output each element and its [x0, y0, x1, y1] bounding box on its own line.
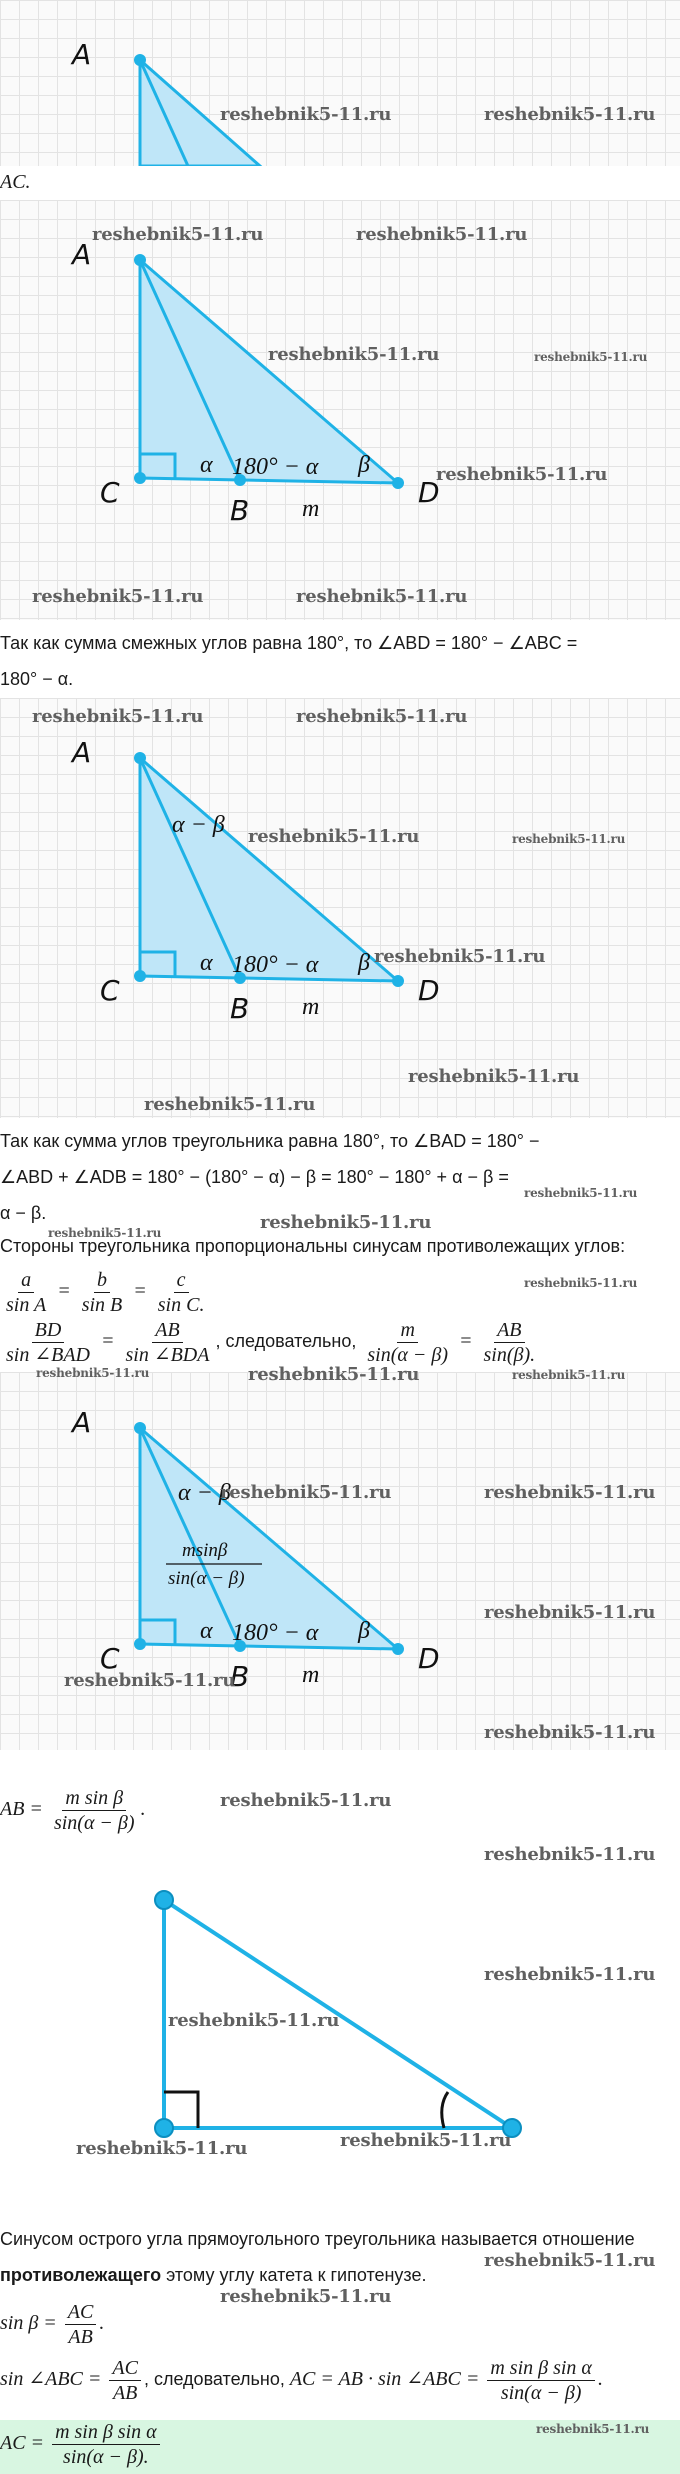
- watermark: reshebnik5-11.ru: [484, 1964, 656, 1985]
- formula-answer: AC = $\frac{\text{m sin β sin α}}{\sin(\alpha - \beta).}$: [0, 2420, 676, 2469]
- figure-3-point-a: [134, 752, 146, 764]
- text-line: ∠ABD + ∠ADB = 180° − (180° − α) − β = 180° − 180° + α − β =: [0, 1167, 509, 1187]
- watermark: reshebnik5-11.ru: [484, 1602, 656, 1623]
- text-line: Стороны треугольника пропорциональны синусам противолежащих углов:: [0, 1236, 626, 1256]
- figure-4-shape: [140, 1428, 398, 1649]
- figure-2-label-b: B: [230, 494, 250, 527]
- figure-3-label-d: D: [418, 974, 440, 1007]
- formula-sine-law: $\frac{a}{\text{sin A}}$ = $\frac{b}{\text{sin B}}$ = $\frac{c}{\text{sin C.}}$: [0, 1268, 676, 1317]
- fraction: $\frac{c}{\text{sin C.}}$: [157, 1269, 205, 1316]
- figure-3-shape: [140, 758, 398, 981]
- figure-3-triangle: [0, 698, 680, 1118]
- formula-ab: AB = $\frac{\text{m sin β}}{\sin(\alpha - \beta)}$ .: [0, 1787, 146, 1834]
- figure-4-label-c: C: [100, 1642, 120, 1675]
- watermark: reshebnik5-11.ru: [168, 2010, 340, 2031]
- watermark: reshebnik5-11.ru: [92, 224, 264, 245]
- figure-4-ab-numerator: msinβ: [182, 1540, 228, 1561]
- figure-4-angle-bad: α − β: [178, 1480, 231, 1506]
- fraction: $\frac{\text{m sin β sin α}}{\sin(\alpha - \beta).}$: [52, 2420, 160, 2469]
- formula-sin-beta: sin β = $\frac{AC}{AB}$ .: [0, 2301, 105, 2348]
- watermark: reshebnik5-11.ru: [32, 586, 204, 607]
- figure-3-label-m: m: [302, 994, 320, 1020]
- figure-3-label-b: B: [230, 992, 250, 1025]
- figure-4-ab-denominator: sin(α − β): [168, 1568, 245, 1589]
- watermark: reshebnik5-11.ru: [248, 826, 420, 847]
- watermark: reshebnik5-11.ru: [76, 2138, 248, 2159]
- figure-4-label-a: A: [72, 1406, 92, 1439]
- figure-1-label-a: A: [72, 38, 92, 71]
- watermark: reshebnik5-11.ru: [220, 1482, 392, 1503]
- figure-4-triangle: [0, 1372, 680, 1750]
- figure-5-point-top: [155, 1891, 173, 1909]
- fraction: $\frac{AB}{\text{sin ∠BDA}}$: [125, 1319, 210, 1366]
- fraction: $\frac{BD}{\text{sin ∠BAD}}$: [6, 1319, 90, 1366]
- fraction: $\frac{AC}{AB}$: [109, 2356, 141, 2405]
- watermark: reshebnik5-11.ru: [356, 224, 528, 245]
- watermark: reshebnik5-11.ru: [220, 104, 392, 125]
- watermark: reshebnik5-11.ru: [268, 344, 440, 365]
- fraction: $\frac{b}{\text{sin B}}$: [81, 1269, 123, 1316]
- figure-2-triangle: [0, 200, 680, 620]
- fraction: $\frac{AC}{AB}$: [65, 2300, 97, 2349]
- watermark: reshebnik5-11.ru: [484, 1722, 656, 1743]
- figure-3-angle-beta: β: [358, 950, 370, 976]
- fraction: $\frac{AB}{\sin(\beta).}$: [483, 1319, 536, 1366]
- figure-3-angle-bad: α − β: [172, 812, 225, 838]
- figure-3-angle-abd: 180° − α: [232, 952, 319, 978]
- figure-1-point-a: [134, 54, 146, 66]
- watermark: reshebnik5-11.ru: [340, 2130, 512, 2151]
- figure-2-label-c: C: [100, 476, 120, 509]
- watermark: reshebnik5-11.ru: [64, 1670, 236, 1691]
- figure-5-point-corner: [155, 2119, 173, 2137]
- watermark: reshebnik5-11.ru: [484, 1482, 656, 1503]
- figure-4-label-m: m: [302, 1662, 320, 1688]
- figure-2-shape: [140, 260, 398, 483]
- figure-2-angle-alpha: α: [200, 452, 213, 478]
- figure-3-label-c: C: [100, 974, 120, 1007]
- fraction: $\frac{m}{\sin(\alpha - \beta)}$: [367, 1319, 448, 1366]
- watermark: reshebnik5-11.ru: [408, 1066, 580, 1087]
- watermark: reshebnik5-11.ru: [484, 1844, 656, 1865]
- fraction: $\frac{\text{m sin β}}{\sin(\alpha - \beta)}$: [53, 1787, 135, 1834]
- watermark: reshebnik5-11.ru: [524, 1186, 638, 1200]
- fraction: $\frac{a}{\text{sin A}}$: [6, 1269, 47, 1316]
- watermark: reshebnik5-11.ru: [374, 946, 546, 967]
- figure-2-label-m: m: [302, 496, 320, 522]
- figure-3-point-c: [134, 970, 146, 982]
- figure-4-label-b: B: [230, 1660, 250, 1693]
- figure-2-point-c: [134, 472, 146, 484]
- watermark: reshebnik5-11.ru: [512, 1368, 626, 1382]
- formula-bd-ab: $\frac{BD}{\text{sin ∠BAD}}$ = $\frac{AB}{\text{sin ∠BDA}}$ , следовательно, $\frac{m}{\sin(\alpha - \beta)}$ = $\frac{AB}{\sin(\beta).}$: [0, 1318, 676, 1367]
- bold-term: противолежащего: [0, 2265, 162, 2285]
- formula-ac: sin ∠ABC = $\frac{AC}{AB}$ , следовательно, AC = AB · sin ∠ABC = $\frac{\text{m sin β sin α}}{\sin(\alpha - \beta)}$ .: [0, 2357, 603, 2404]
- watermark: reshebnik5-11.ru: [484, 2250, 656, 2271]
- watermark: reshebnik5-11.ru: [144, 1094, 316, 1115]
- watermark: reshebnik5-11.ru: [536, 2422, 650, 2436]
- figure-2-angle-beta: β: [358, 452, 370, 478]
- figure-3-point-d: [392, 975, 404, 987]
- figure-4-point-d: [392, 1643, 404, 1655]
- watermark: reshebnik5-11.ru: [436, 464, 608, 485]
- figure-1-triangle: [0, 0, 680, 166]
- text-line: Синусом острого угла прямоугольного треугольника называется отношение: [0, 2229, 635, 2249]
- watermark: reshebnik5-11.ru: [36, 1366, 150, 1380]
- watermark: reshebnik5-11.ru: [248, 1364, 420, 1385]
- figure-2-point-a: [134, 254, 146, 266]
- watermark: reshebnik5-11.ru: [48, 1226, 162, 1240]
- figure-4-label-d: D: [418, 1642, 440, 1675]
- watermark: reshebnik5-11.ru: [220, 2286, 392, 2307]
- watermark: reshebnik5-11.ru: [260, 1212, 432, 1233]
- figure-5-triangle: [0, 1870, 680, 2170]
- figure-2-label-d: D: [418, 476, 440, 509]
- text-line: Так как сумма углов треугольника равна 180°, то ∠BAD = 180° −: [0, 1131, 540, 1151]
- figure-3-angle-alpha: α: [200, 950, 213, 976]
- figure-4-angle-alpha: α: [200, 1618, 213, 1644]
- watermark: reshebnik5-11.ru: [512, 832, 626, 846]
- watermark: reshebnik5-11.ru: [220, 1790, 392, 1811]
- figure-3-label-a: A: [72, 736, 92, 769]
- figure-4-point-a: [134, 1422, 146, 1434]
- figure-2-label-a: A: [72, 238, 92, 271]
- figure-5-angle-arc: [442, 2092, 448, 2128]
- text-line: 180° − α.: [0, 669, 74, 689]
- watermark: reshebnik5-11.ru: [32, 706, 204, 727]
- text-line: AC.: [0, 171, 31, 193]
- figure-4-point-c: [134, 1638, 146, 1650]
- watermark: reshebnik5-11.ru: [296, 706, 468, 727]
- fraction: $\frac{\text{m sin β sin α}}{\sin(\alpha - \beta)}$: [487, 2356, 595, 2405]
- text-line: α − β.: [0, 1203, 47, 1223]
- text-line: Так как сумма смежных углов равна 180°, то ∠ABD = 180° − ∠ABC =: [0, 633, 578, 653]
- text-line: противолежащего этому углу катета к гипотенузе.: [0, 2265, 427, 2285]
- figure-4-angle-abd: 180° − α: [232, 1620, 319, 1646]
- figure-2-point-d: [392, 477, 404, 489]
- watermark: reshebnik5-11.ru: [534, 350, 648, 364]
- figure-2-angle-abd: 180° − α: [232, 454, 319, 480]
- figure-4-angle-beta: β: [358, 1618, 370, 1644]
- watermark: reshebnik5-11.ru: [296, 586, 468, 607]
- watermark: reshebnik5-11.ru: [524, 1276, 638, 1290]
- watermark: reshebnik5-11.ru: [484, 104, 656, 125]
